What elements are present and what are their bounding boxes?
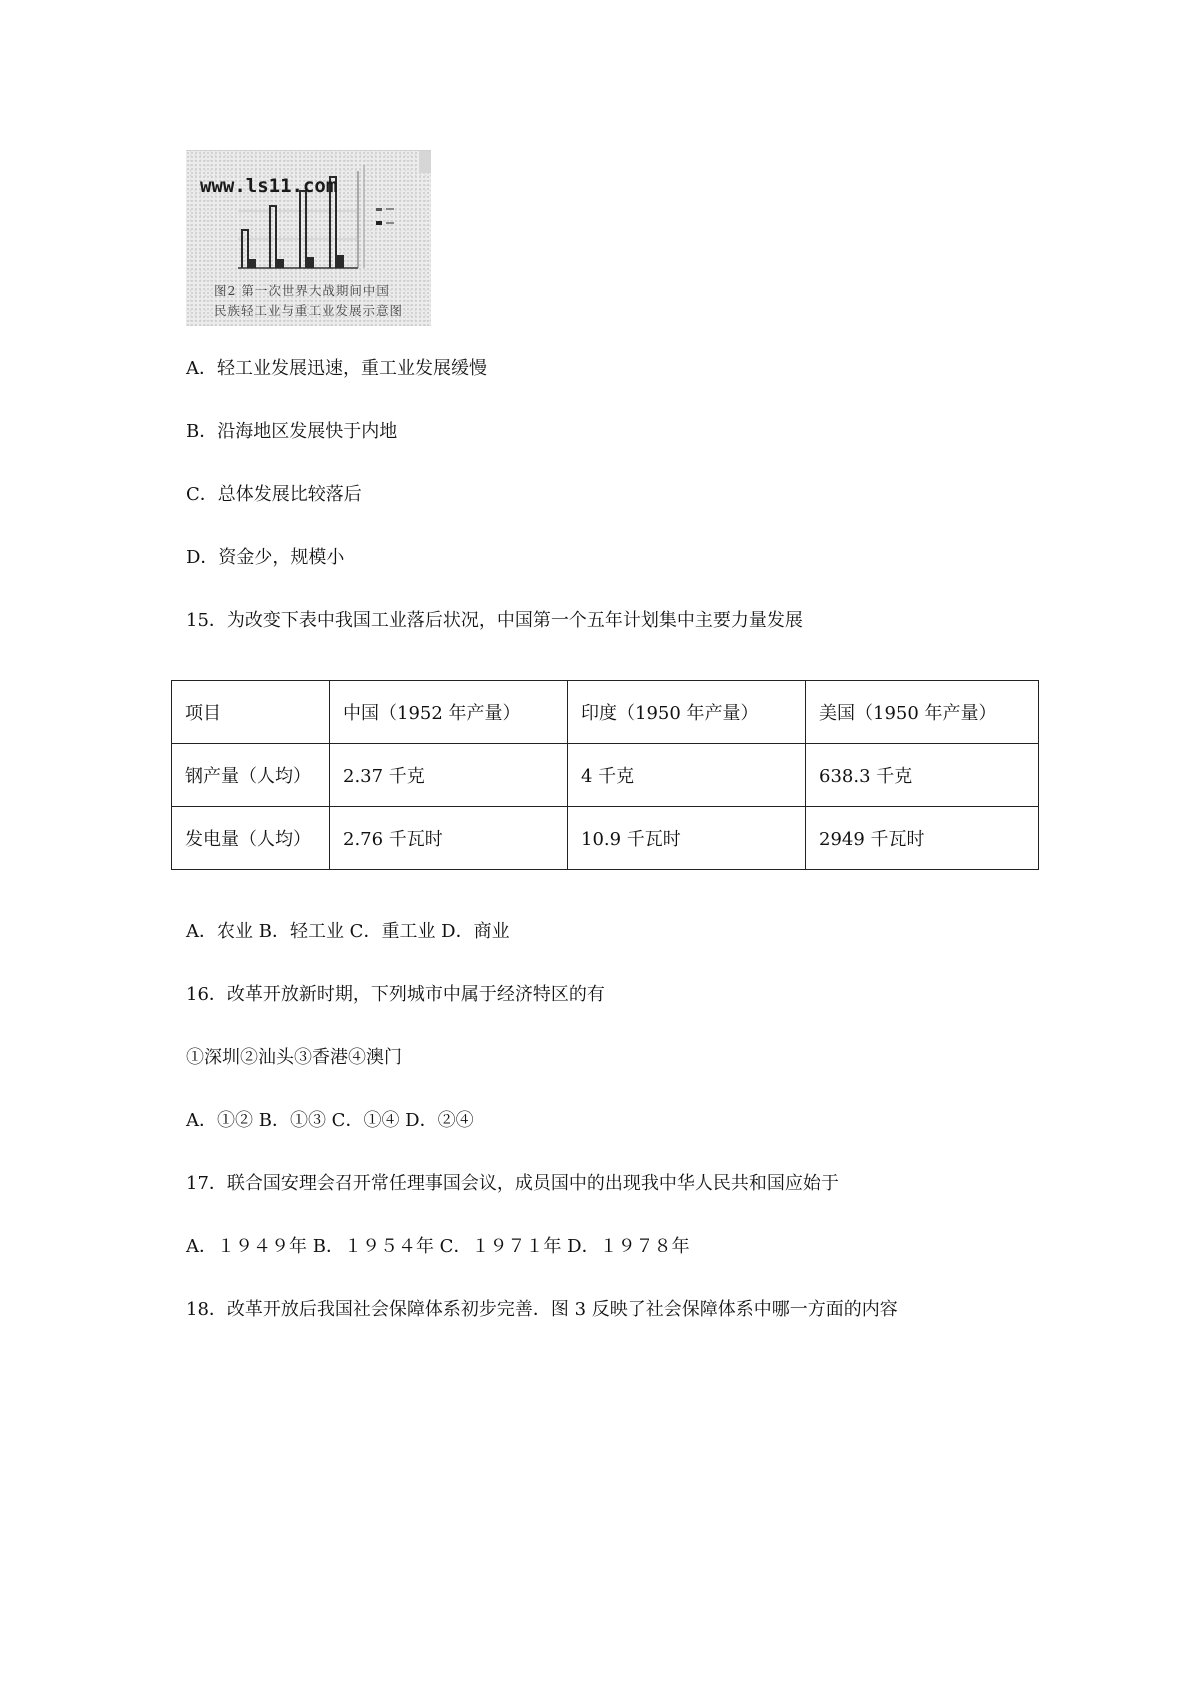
table-header-cell: 印度（1950 年产量） — [568, 681, 806, 744]
table-header-row — [172, 681, 1039, 744]
table-row — [172, 744, 1039, 807]
figure-caption-line2: 民族轻工业与重工业发展示意图 — [214, 303, 404, 318]
q18-question: 18．改革开放后我国社会保障体系初步完善．图 3 反映了社会保障体系中哪一方面的内容 — [186, 1299, 898, 1320]
q14-option-a: A．轻工业发展迅速，重工业发展缓慢 — [186, 358, 487, 379]
table-cell: 10.9 千瓦时 — [568, 807, 806, 870]
table-cell: 发电量（人均） — [172, 807, 330, 870]
q17-question: 17．联合国安理会召开常任理事国会议，成员国中的出现我中华人民共和国应始于 — [186, 1173, 839, 1194]
table-cell: 2.76 千瓦时 — [330, 807, 568, 870]
q16-question: 16．改革开放新时期，下列城市中属于经济特区的有 — [186, 984, 605, 1005]
q17-options: A．１９４９年 B．１９５４年 C．１９７１年 D．１９７８年 — [186, 1236, 690, 1257]
figure-caption-line1: 图2 第一次世界大战期间中国 — [214, 283, 390, 298]
image-watermark-text: www.ls11.com — [200, 175, 338, 197]
q14-option-d: D．资金少，规模小 — [186, 547, 345, 568]
industry-chart-image — [186, 150, 431, 326]
q15-question: 15．为改变下表中我国工业落后状况，中国第一个五年计划集中主要力量发展 — [186, 610, 803, 631]
table-cell: 2.37 千克 — [330, 744, 568, 807]
table-cell: 钢产量（人均） — [172, 744, 330, 807]
table-cell: 2949 千瓦时 — [806, 807, 1039, 870]
table-row — [172, 807, 1039, 870]
table-cell: 4 千克 — [568, 744, 806, 807]
q14-option-b: B．沿海地区发展快于内地 — [186, 421, 398, 442]
table-header-cell: 美国（1950 年产量） — [806, 681, 1039, 744]
q14-option-c: C．总体发展比较落后 — [186, 484, 362, 505]
figure-caption — [214, 281, 414, 321]
q15-options: A．农业 B．轻工业 C．重工业 D．商业 — [186, 921, 510, 942]
table-header-cell: 中国（1952 年产量） — [330, 681, 568, 744]
q16-options: A．①② B．①③ C．①④ D．②④ — [186, 1110, 474, 1131]
table-cell: 638.3 千克 — [806, 744, 1039, 807]
industry-comparison-table — [171, 680, 1039, 870]
q16-items: ①深圳②汕头③香港④澳门 — [186, 1047, 402, 1068]
table-header-cell: 项目 — [172, 681, 330, 744]
